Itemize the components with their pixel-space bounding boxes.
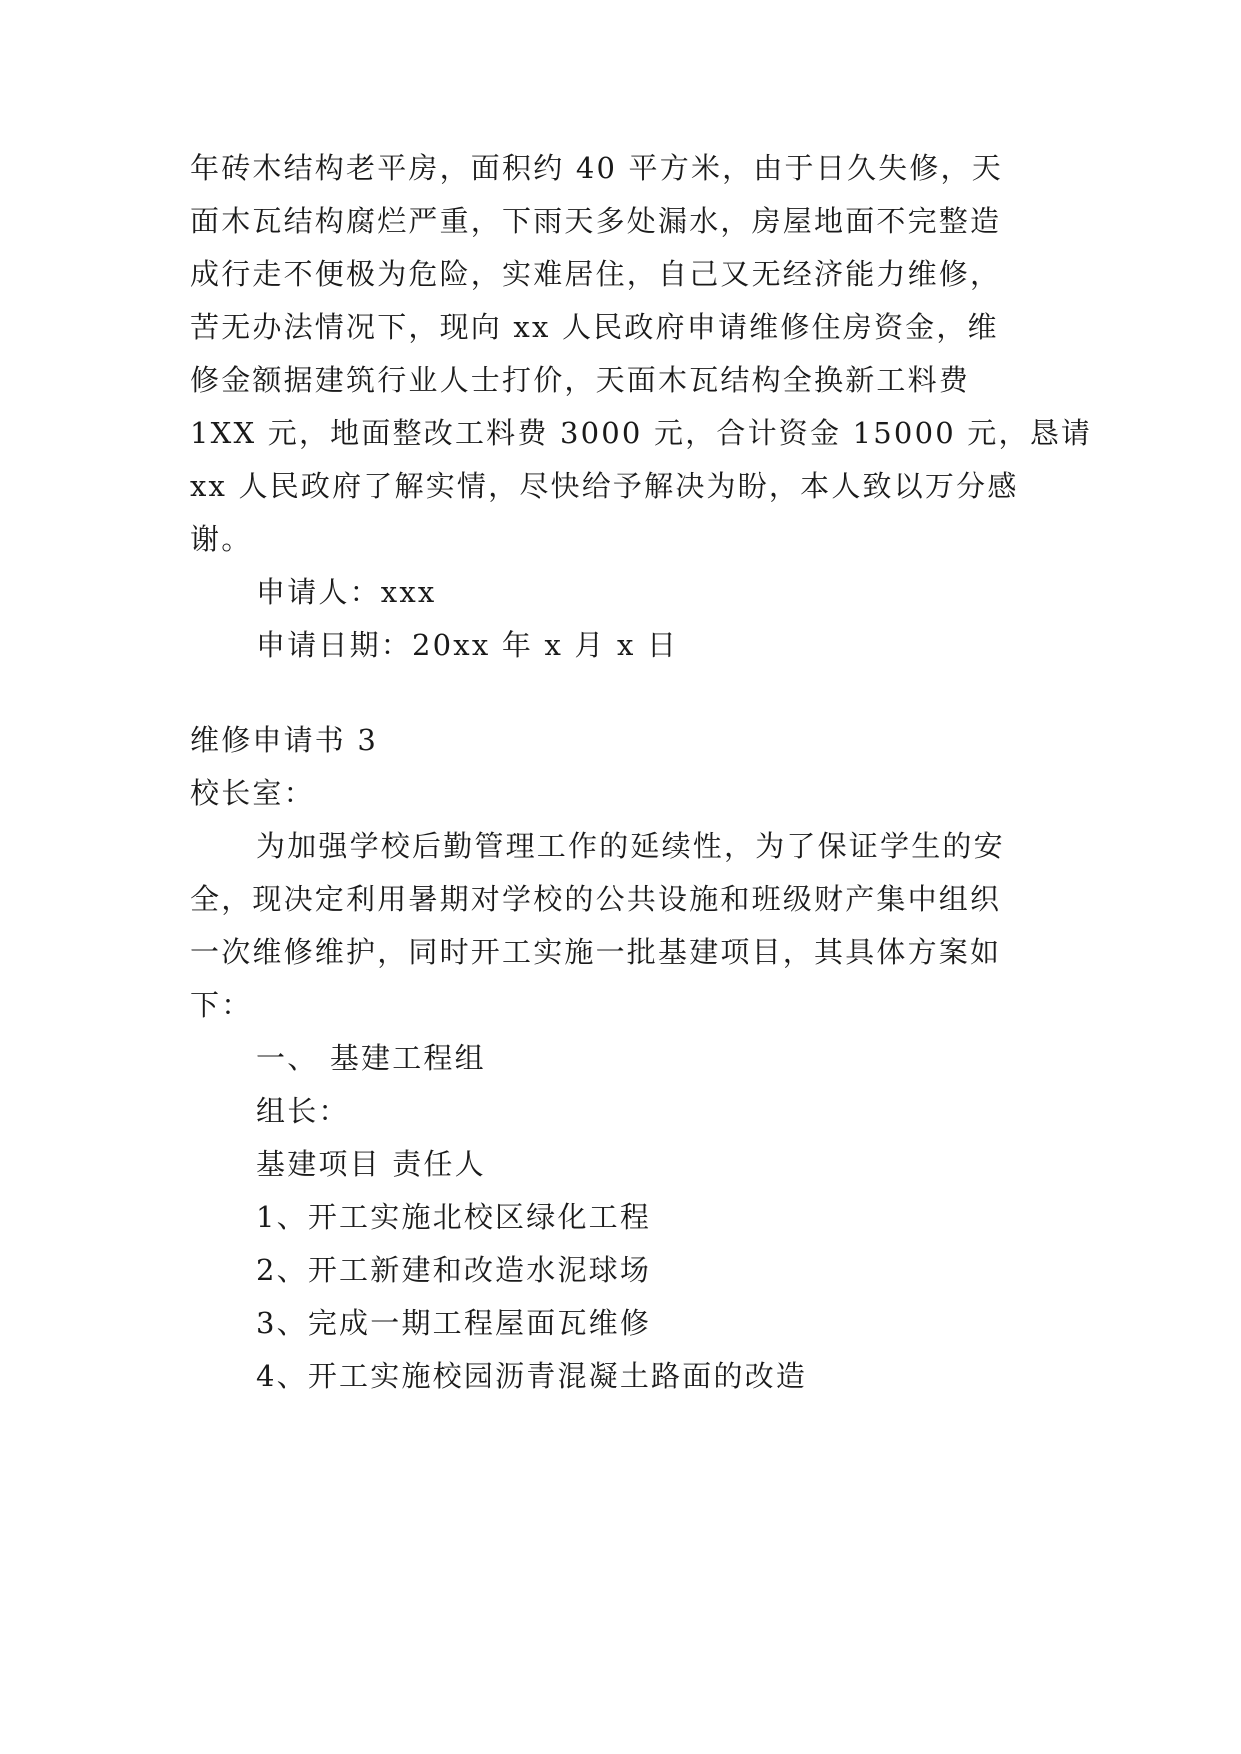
body-text-line: 修金额据建筑行业人士打价，天面木瓦结构全换新工料费 [190, 363, 971, 397]
body-text-line: 成行走不便极为危险，实难居住，自己又无经济能力维修， [190, 257, 1002, 291]
applicant-line: 申请人：xxx [256, 575, 437, 609]
list-item: 2、开工新建和改造水泥球场 [256, 1253, 652, 1287]
body-text-line: 全，现决定利用暑期对学校的公共设施和班级财产集中组织 [190, 882, 1002, 916]
list-item: 3、完成一期工程屋面瓦维修 [256, 1306, 652, 1340]
list-item: 4、开工实施校园沥青混凝土路面的改造 [256, 1359, 808, 1393]
apply-date-line: 申请日期：20xx 年 x 月 x 日 [256, 628, 679, 662]
group-heading: 一、 基建工程组 [256, 1041, 486, 1075]
body-text-line: 年砖木结构老平房，面积约 40 平方米，由于日久失修，天 [190, 151, 1003, 185]
body-text-line: 苦无办法情况下，现向 xx 人民政府申请维修住房资金，维 [190, 310, 999, 344]
body-text-line: 面木瓦结构腐烂严重，下雨天多处漏水，房屋地面不完整造 [190, 204, 1002, 238]
items-header: 基建项目 责任人 [256, 1147, 486, 1181]
body-text-line: 1XX 元，地面整改工料费 3000 元，合计资金 15000 元，恳请 [190, 416, 1093, 450]
body-text-line: 谢。 [190, 522, 253, 556]
group-leader: 组长： [256, 1094, 350, 1128]
body-text-line: 为加强学校后勤管理工作的延续性，为了保证学生的安 [256, 829, 1005, 863]
body-text-line: xx 人民政府了解实情，尽快给予解决为盼，本人致以万分感 [190, 469, 1019, 503]
body-text-line: 一次维修维护，同时开工实施一批基建项目，其具体方案如 [190, 935, 1002, 969]
body-text-line: 下： [190, 988, 253, 1022]
section-title: 维修申请书 3 [190, 723, 379, 757]
addressee: 校长室： [190, 776, 315, 810]
list-item: 1、开工实施北校区绿化工程 [256, 1200, 652, 1234]
